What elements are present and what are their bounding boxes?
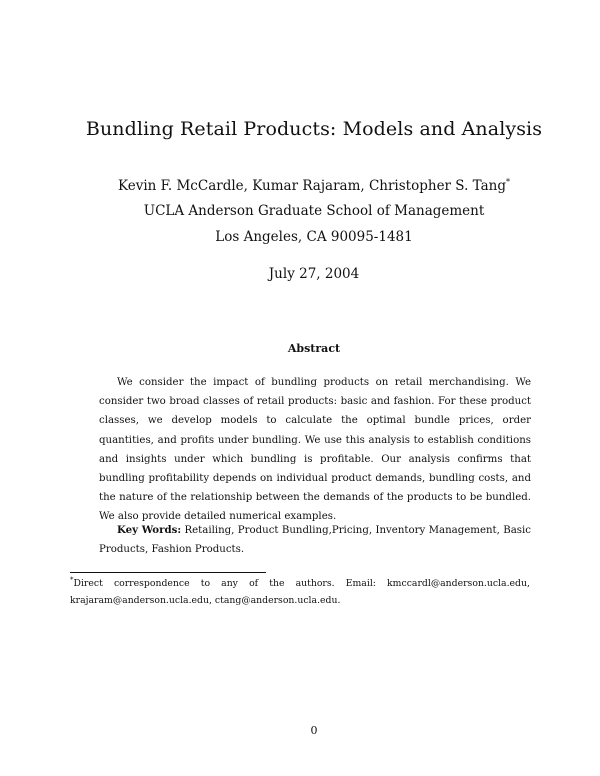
- footnote-mark: *: [70, 575, 74, 584]
- author-names: Kevin F. McCardle, Kumar Rajaram, Christopher S. Tang: [118, 178, 506, 194]
- footnote-word: *Direct: [70, 575, 103, 589]
- footnote-line-1: [70, 575, 530, 592]
- author-list: [0, 178, 600, 194]
- footnote-word: of: [249, 578, 259, 589]
- location: Los Angeles, CA 90095-1481: [215, 229, 413, 245]
- keywords-label: Key Words:: [117, 524, 182, 536]
- page-number: 0: [310, 724, 318, 737]
- footnote-line-2: krajaram@anderson.ucla.edu, ctang@anderson.ucla.edu.: [70, 595, 341, 606]
- footnote-rule: [70, 572, 266, 573]
- author-footnote-mark: *: [506, 177, 510, 187]
- footnote: [70, 575, 530, 609]
- footnote-word: correspondence: [113, 578, 190, 589]
- footnote-word: authors.: [295, 578, 335, 589]
- footnote-word: any: [221, 578, 238, 589]
- paper-date: July 27, 2004: [268, 266, 360, 282]
- keywords-paragraph: [99, 521, 531, 559]
- abstract-heading: Abstract: [287, 342, 341, 355]
- footnote-word: to: [200, 578, 211, 589]
- keywords-text: Retailing, Product Bundling,Pricing, Inventory Management, Basic Products, Fashion Products.: [99, 525, 531, 556]
- abstract-text: We consider the impact of bundling products on retail merchandising. We consider two broad classes of retail products: basic and fashion. For these product classes, we develop models to calculate the optimal bundle prices, order quantities, and profits under bundling. We use this analysis to establish conditions and insights under which bundling is profitable. Our analysis confirms that bundling profitability depends on individual product demands, bundling costs, and the nature of the relationship between the demands of the products to be bundled. We also provide detailed numerical examples.: [99, 377, 531, 523]
- footnote-word: Email:: [345, 578, 376, 589]
- footnote-email[interactable]: kmccardl@anderson.ucla.edu,: [387, 578, 530, 589]
- paper-title: Bundling Retail Products: Models and Analysis: [85, 118, 543, 140]
- footnote-word: the: [269, 578, 285, 589]
- affiliation: UCLA Anderson Graduate School of Management: [143, 203, 485, 219]
